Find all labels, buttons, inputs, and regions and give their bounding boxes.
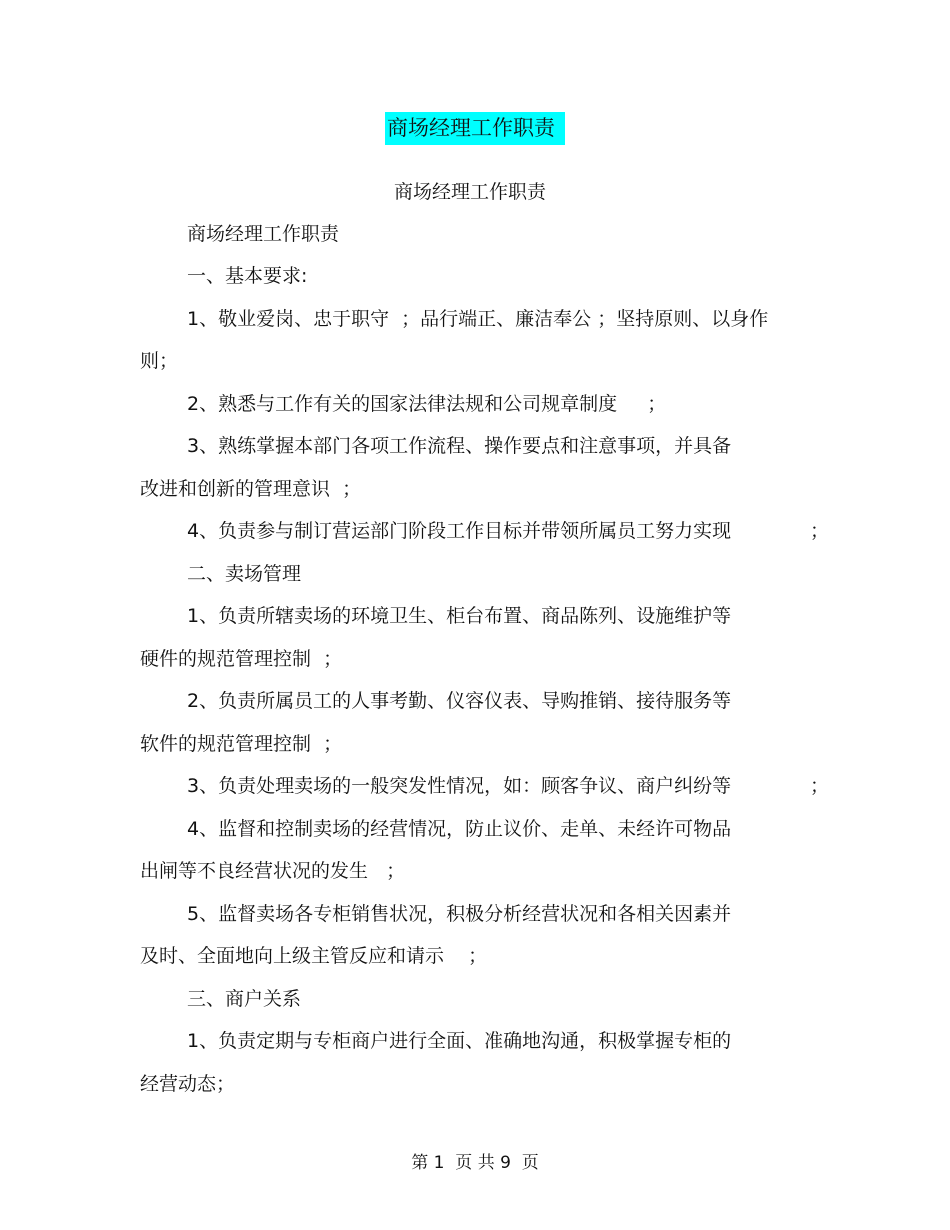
- paragraph-line: 1、负责定期与专柜商户进行全面、准确地沟通，积极掌握专柜的: [187, 1030, 732, 1052]
- document-title: 商场经理工作职责: [385, 112, 565, 145]
- title-wrap: [0, 112, 950, 145]
- document-subtitle: 商场经理工作职责: [393, 181, 546, 203]
- paragraph-line: 3、负责处理卖场的一般突发性情况，如：顾客争议、商户纠纷等: [187, 775, 732, 797]
- paragraph-line: 2、负责所属员工的人事考勤、仪容仪表、导购推销、接待服务等: [187, 690, 732, 712]
- section-heading: 三、商户关系: [187, 988, 302, 1010]
- paragraph-line: 4、监督和控制卖场的经营情况，防止议价、走单、未经许可物品: [187, 818, 732, 840]
- paragraph-line: 硬件的规范管理控制 ；: [140, 648, 343, 670]
- trailing-semicolon: ；: [810, 520, 830, 542]
- paragraph-line: 及时、全面地向上级主管反应和请示 ；: [140, 945, 488, 967]
- paragraph-line: 改进和创新的管理意识 ；: [140, 478, 362, 500]
- section-heading: 一、基本要求:: [187, 265, 308, 287]
- paragraph-line: 软件的规范管理控制 ；: [140, 733, 343, 755]
- paragraph-line: 商场经理工作职责: [187, 223, 340, 245]
- page-number-footer: 第 1 页 共 9 页: [411, 1153, 539, 1173]
- paragraph-line: 出闸等不良经营状况的发生 ；: [140, 860, 406, 882]
- paragraph-line: 则；: [140, 350, 179, 372]
- paragraph-line: 2、熟悉与工作有关的国家法律法规和公司规章制度 ；: [187, 393, 667, 415]
- paragraph-line: 经营动态；: [140, 1073, 236, 1095]
- paragraph-line: 1、负责所辖卖场的环境卫生、柜台布置、商品陈列、设施维护等: [187, 605, 732, 627]
- paragraph-line: 4、负责参与制订营运部门阶段工作目标并带领所属员工努力实现: [187, 520, 732, 542]
- paragraph-line: 1、敬业爱岗、忠于职守 ；品行端正、廉洁奉公 ；坚持原则、以身作: [187, 308, 769, 330]
- section-heading: 二、卖场管理: [187, 563, 302, 585]
- paragraph-line: 3、熟练掌握本部门各项工作流程、操作要点和注意事项，并具备: [187, 435, 732, 457]
- paragraph-line: 5、监督卖场各专柜销售状况，积极分析经营状况和各相关因素并: [187, 903, 732, 925]
- trailing-semicolon: ；: [810, 775, 830, 797]
